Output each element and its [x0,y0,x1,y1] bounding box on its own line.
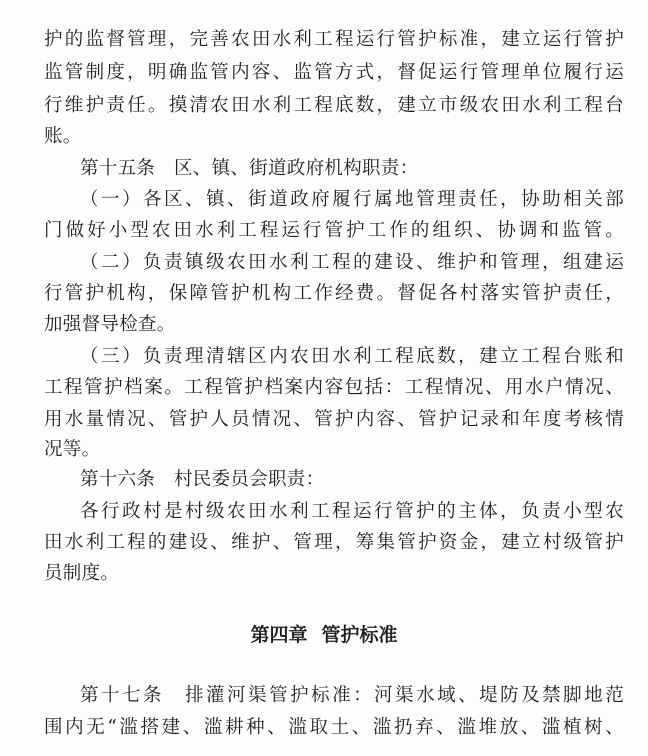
article-15-item-1-line: 门做好小型农田水利工程运行管护工作的组织、协调和监管。 [44,220,624,241]
article-15-item-3-line: （三）负责理清辖区内农田水利工程底数，建立工程台账和 [80,346,624,367]
article-17-body-line: 围内无“滥搭建、滥耕种、滥取土、滥扔弃、滥堆放、滥植树、 [44,717,624,738]
text-line: 账。 [44,126,82,147]
article-17-body-line: 第十七条 排灌河渠管护标准：河渠水域、堤防及禁脚地范 [80,685,624,706]
text-line: 护的监督管理，完善农田水利工程运行管护标准，建立运行管护 [44,29,624,50]
article-16-body-line: 田水利工程的建设、维护、管理，筹集管护资金，建立村级管护 [44,532,624,553]
text-line: 行维护责任。摸清农田水利工程底数，建立市级农田水利工程台 [44,95,624,116]
article-15-item-2-line: 加强督导检查。 [44,314,176,335]
chapter-title: 管护标准 [321,624,398,646]
article-15-item-3-line: 工程管护档案。工程管护档案内容包括：工程情况、用水户情况、 [44,377,624,398]
article-15-item-2-line: 行管护机构，保障管护机构工作经费。督促各村落实管护责任， [44,283,624,304]
article-15-item-2-line: （二）负责镇级农田水利工程的建设、维护和管理，组建运 [80,252,624,273]
article-16-title: 第十六条 村民委员会职责： [80,469,325,490]
chapter-heading [0,621,648,649]
article-15-item-1-line: （一）各区、镇、街道政府履行属地管理责任，协助相关部 [80,189,624,210]
article-15-title: 第十五条 区、镇、街道政府机构职责： [80,158,419,179]
article-16-body-line: 各行政村是村级农田水利工程运行管护的主体，负责小型农 [80,501,624,522]
article-15-item-3-line: 用水量情况、管护人员情况、管护内容、管护记录和年度考核情 [44,409,624,430]
chapter-number: 第四章 [250,624,308,646]
article-16-body-line: 员制度。 [44,563,120,584]
article-15-item-3-line: 况等。 [44,439,101,460]
text-line: 监管制度，明确监管内容、监管方式，督促运行管理单位履行运 [44,62,624,83]
